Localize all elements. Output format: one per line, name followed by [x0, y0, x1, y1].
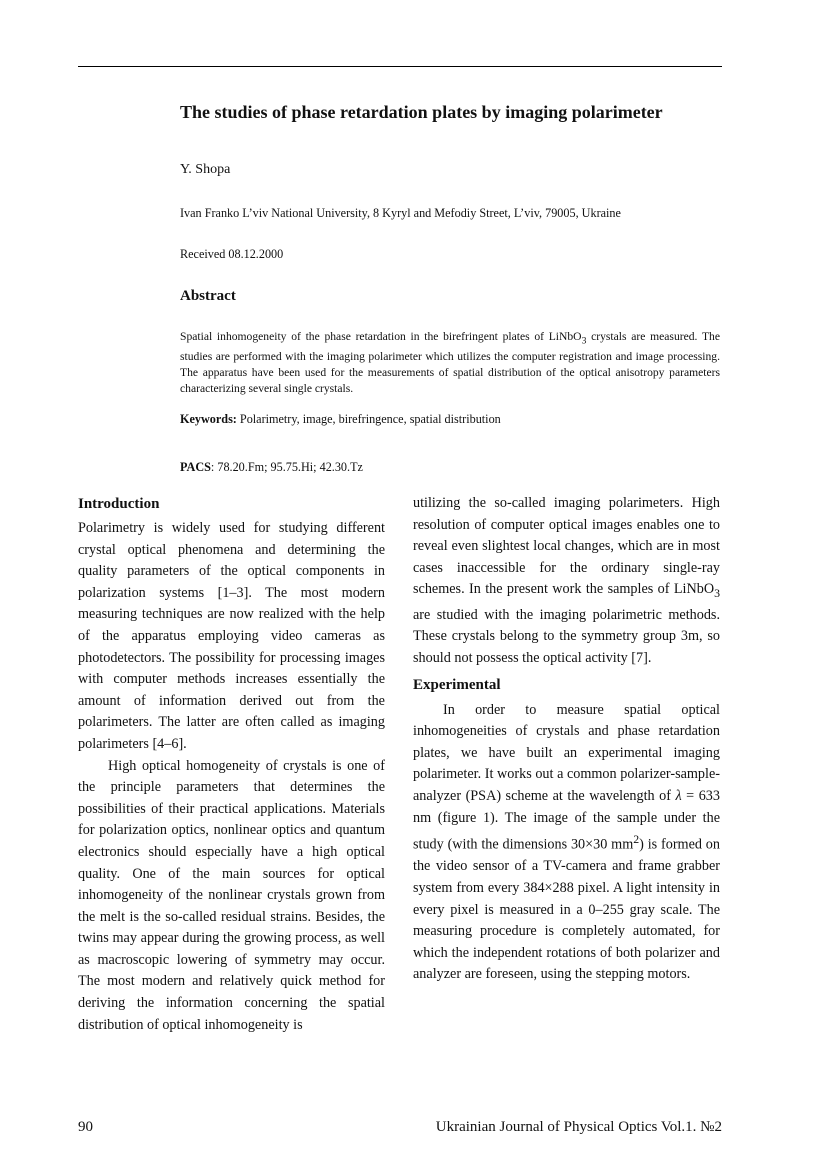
- received-date: Received 08.12.2000: [180, 247, 284, 261]
- abstract-text-part: Spatial inhomogeneity of the phase retardation in the birefringent plates of LiNbO: [180, 330, 582, 343]
- paragraph-superscript: 2: [633, 832, 640, 847]
- left-column: [78, 493, 385, 1036]
- abstract-text: [180, 329, 720, 397]
- abstract-heading: Abstract: [180, 288, 236, 304]
- paragraph-text-part: ) is formed on the video sensor of a TV-camera and frame grabber system from every 384×288 pixel. A light intensity in every pixel is measured in a 0–255 gray scale. The measuring procedure is completely automated, for which the independent rotations of both polarizer and analyzer are foreseen, using the stepping motors.: [413, 836, 720, 983]
- page-number: 90: [78, 1119, 93, 1135]
- paragraph-text-part: = 633 nm (figure 1). The image of the sample under the study (with the dimensions 30×30 mm: [413, 787, 720, 853]
- paragraph-text-part: In order to measure spatial optical inhomogeneities of crystals and phase retardation plates, we have built an experimental imaging polarimeter. It works out a common polarizer-sample-analyzer (PSA) scheme at the wavelength of: [413, 701, 720, 804]
- paper-title: The studies of phase retardation plates by imaging polarimeter: [180, 102, 663, 122]
- paragraph-text-part: are studied with the imaging polarimetric methods. These crystals belong to the symmetry group 3m, so should not possess the optical activity [7].: [413, 606, 720, 666]
- abstract-text-part: crystals are measured. The studies are performed with the imaging polarimeter which utilizes the computer registration and image processing. The apparatus have been used for the measurements of spatial distribution of the optical anisotropy parameters characterizing several single crystals.: [180, 330, 720, 396]
- experimental-paragraph: [413, 700, 720, 986]
- pacs-codes: : 78.20.Fm; 95.75.Hi; 42.30.Tz: [210, 460, 363, 474]
- header-rule: [78, 66, 722, 67]
- experimental-heading: Experimental: [413, 676, 501, 693]
- lambda-symbol: λ: [675, 787, 682, 804]
- keywords-label: Keywords:: [180, 412, 237, 426]
- pacs-label: PACS: [180, 460, 211, 474]
- keywords-line: [180, 412, 501, 427]
- author-affiliation: Ivan Franko L’viv National University, 8 Kyryl and Mefodiy Street, L’viv, 79005, Ukraine: [180, 206, 621, 220]
- intro-paragraph-continued: [413, 493, 720, 670]
- intro-paragraph-1: Polarimetry is widely used for studying different crystal optical phenomena and determining the quality parameters of the optical components in polarization systems [1–3]. The most modern measuring techniques are now realized with the help of the apparatus employing video cameras as photodetectors. The possibility for processing images with computer methods increases essentially the amount of information derived out from the polarimeters. The latter are often called as imaging polarimeters [4–6].: [78, 520, 385, 752]
- paragraph-text-part: utilizing the so-called imaging polarimeters. High resolution of computer optical images enables one to reveal even slightest local changes, which are in most cases inaccessible for the ordinary single-ray schemes. In the present work the samples of LiNbO: [413, 495, 720, 598]
- introduction-heading: Introduction: [78, 496, 160, 512]
- author-name: Y. Shopa: [180, 162, 231, 177]
- keywords-text: Polarimetry, image, birefringence, spatial distribution: [236, 412, 501, 426]
- pacs-line: [180, 460, 363, 475]
- journal-name: Ukrainian Journal of Physical Optics Vol.1. №2: [435, 1119, 722, 1135]
- paragraph-subscript: 3: [714, 586, 720, 601]
- intro-paragraph-2: High optical homogeneity of crystals is one of the principle parameters that determines the possibilities of their practical applications. Materials for polarization optics, nonlinear optics and quantum electronics should especially have a high optical quality. One of the main sources for optical inhomogeneity of the nonlinear crystals grown from the melt is the so-called residual strains. Besides, the twins may appear during the growing process, as well as macroscopic lowering of symmetry may occur. The most modern and relatively quick method for deriving the information concerning the spatial distribution of optical inhomogeneity is: [78, 757, 385, 1033]
- right-column: [413, 493, 720, 986]
- abstract-subscript: 3: [581, 335, 587, 347]
